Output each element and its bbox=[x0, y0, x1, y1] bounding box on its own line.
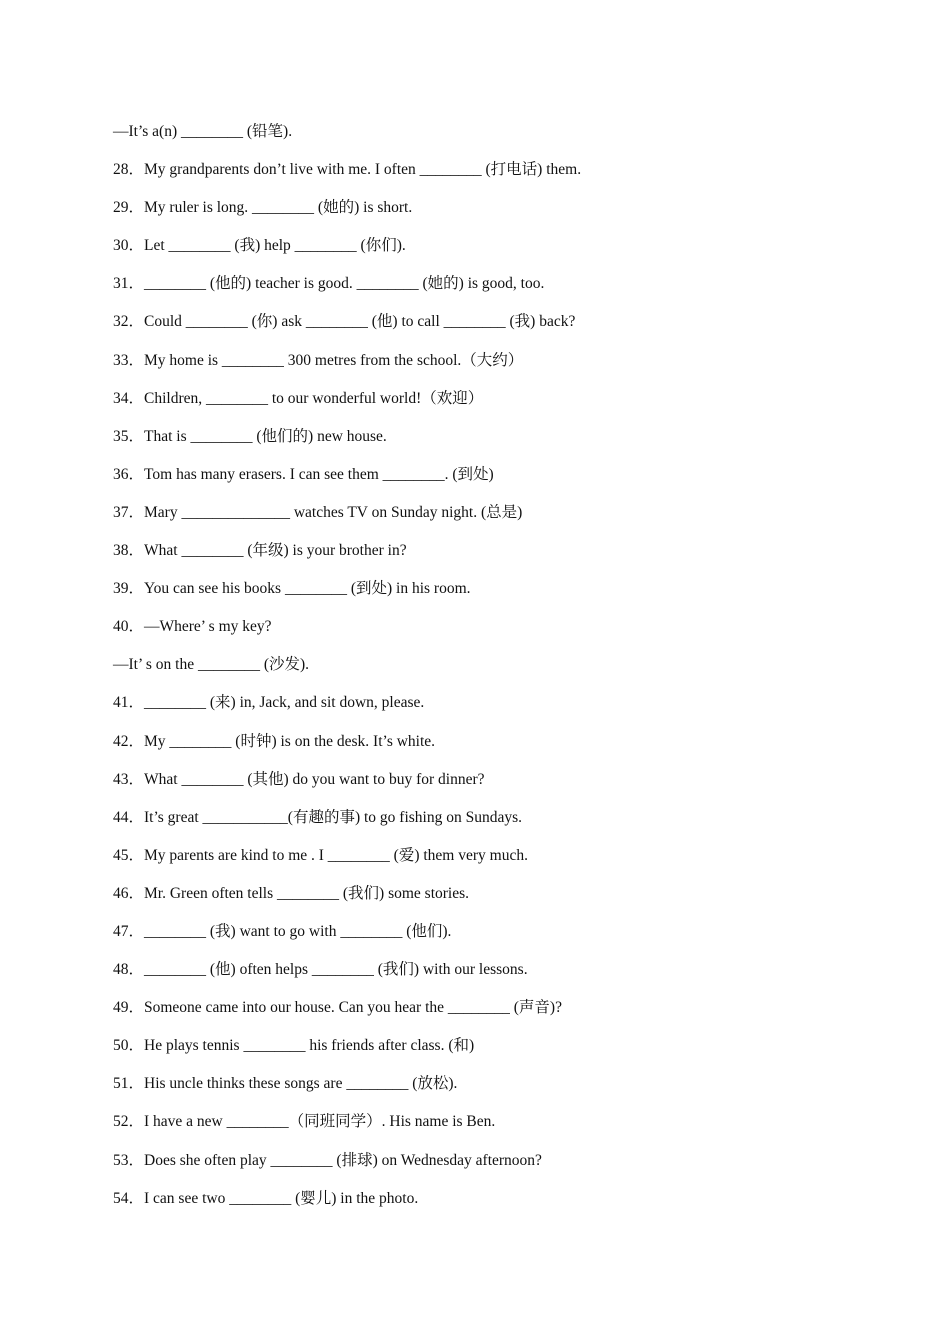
exercise-item: 50．He plays tennis ________ his friends after class. (和) bbox=[113, 1037, 475, 1055]
exercise-item: 33．My home is ________ 300 metres from the school.（大约） bbox=[113, 351, 524, 369]
exercise-item: 49．Someone came into our house. Can you hear the ________ (声音)? bbox=[113, 999, 562, 1017]
exercise-item: 32．Could ________ (你) ask ________ (他) to call ________ (我) back? bbox=[113, 313, 576, 331]
exercise-item: 28．My grandparents don’t live with me. I often ________ (打电话) them. bbox=[113, 161, 582, 179]
exercise-item: 44．It’s great ___________(有趣的事) to go fishing on Sundays. bbox=[113, 808, 523, 826]
exercise-item: 37．Mary ______________ watches TV on Sunday night. (总是) bbox=[113, 503, 523, 521]
exercise-item: 38．What ________ (年级) is your brother in? bbox=[113, 542, 407, 560]
exercise-item: 42．My ________ (时钟) is on the desk. It’s white. bbox=[113, 732, 436, 750]
exercise-item: 45．My parents are kind to me . I ________ (爱) them very much. bbox=[113, 846, 528, 864]
exercise-item: 52．I have a new ________（同班同学）. His name is Ben. bbox=[113, 1113, 496, 1131]
exercise-item: 47．________ (我) want to go with ________ (他们). bbox=[113, 922, 452, 940]
exercise-item: 41．________ (来) in, Jack, and sit down, please. bbox=[113, 694, 425, 712]
exercise-item: 54．I can see two ________ (婴儿) in the photo. bbox=[113, 1189, 419, 1207]
exercise-item: 39．You can see his books ________ (到处) in his room. bbox=[113, 580, 471, 598]
exercise-item: 53．Does she often play ________ (排球) on Wednesday afternoon? bbox=[113, 1151, 542, 1169]
exercise-item: 43．What ________ (其他) do you want to buy for dinner? bbox=[113, 770, 485, 788]
exercise-item: 40．—Where’ s my key? bbox=[113, 618, 272, 636]
exercise-item: 36．Tom has many erasers. I can see them ________. (到处) bbox=[113, 465, 494, 483]
exercise-item: 48．________ (他) often helps ________ (我们) with our lessons. bbox=[113, 961, 528, 979]
exercise-item: 35．That is ________ (他们的) new house. bbox=[113, 427, 387, 445]
exercise-item: 29．My ruler is long. ________ (她的) is short. bbox=[113, 199, 413, 217]
answer-line: —It’ s on the ________ (沙发). bbox=[113, 656, 310, 674]
exercise-list bbox=[113, 121, 893, 1226]
exercise-item: 34．Children, ________ to our wonderful world!（欢迎） bbox=[113, 389, 484, 407]
answer-line: —It’s a(n) ________ (铅笔). bbox=[113, 123, 293, 140]
exercise-item: 31．________ (他的) teacher is good. ________ (她的) is good, too. bbox=[113, 275, 545, 293]
exercise-item: 51．His uncle thinks these songs are ________ (放松). bbox=[113, 1075, 458, 1093]
exercise-item: 30．Let ________ (我) help ________ (你们). bbox=[113, 237, 406, 255]
exercise-item: 46．Mr. Green often tells ________ (我们) some stories. bbox=[113, 884, 470, 902]
